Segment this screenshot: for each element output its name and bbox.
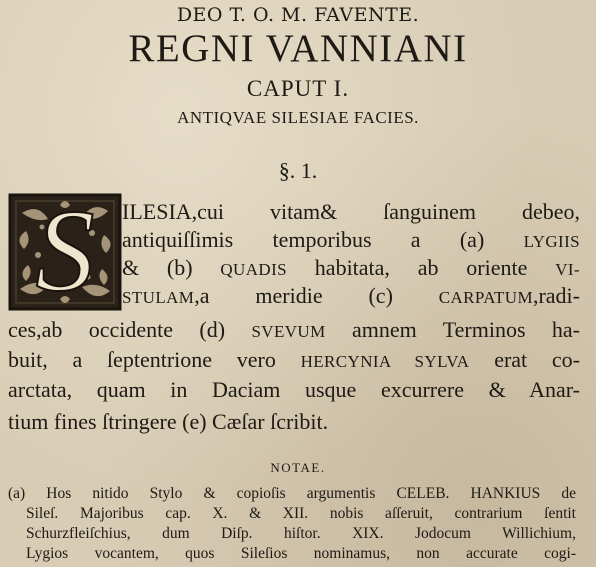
footnote-line-3: Schurzfleiſchius, dum Diſp. hiſtor. XIX. Jodocum Willichium, [26,525,576,542]
drop-cap-letter: S [35,185,95,316]
text-line-4: STULAM,a meridie (c) CARPATUM,radi- [122,283,580,308]
footnote-line-1: (a) Hos nitido Stylo & copioſis argumentis CELEB. HANKIUS de [8,485,576,502]
text-line-7: arctata, quam in Daciam usque excurrere & Anar- [8,377,580,402]
text-line-8: tium fines ſtringere (e) Cæſar ſcribit. [8,409,329,434]
text-line-2: antiquiſſimis temporibus a (a) LYGIIS [122,227,580,252]
notes-heading: NOTAE. [270,460,326,475]
footnote-line-2: Sileſ. Majoribus cap. X. & XII. nobis aſſeruit, contrarium ſentit [26,505,576,522]
text-line-1: ILESIA,cui vitam& ſanguinem debeo, [122,199,580,224]
footnote-line-4: Lygios vocantem, quos Sileſios nominamus, non accurate cogi- [26,545,576,562]
text-line-6: buit, a ſeptentrione vero HERCYNIA SYLVA erat co- [8,347,580,372]
text-line-3: & (b) QUADIS habitata, ab oriente VI- [122,255,580,280]
section-mark: §. 1. [278,158,318,183]
chapter-heading: CAPUT I. [246,76,350,101]
text-line-5: ces,ab occidente (d) SVEVUM amnem Terminos ha- [8,317,580,342]
dedication-line: DEO T. O. M. FAVENTE. [176,4,420,26]
book-title: REGNI VANNIANI [128,27,468,70]
ornamental-initial [8,185,122,316]
chapter-subtitle: ANTIQVAE SILESIAE FACIES. [177,108,419,127]
